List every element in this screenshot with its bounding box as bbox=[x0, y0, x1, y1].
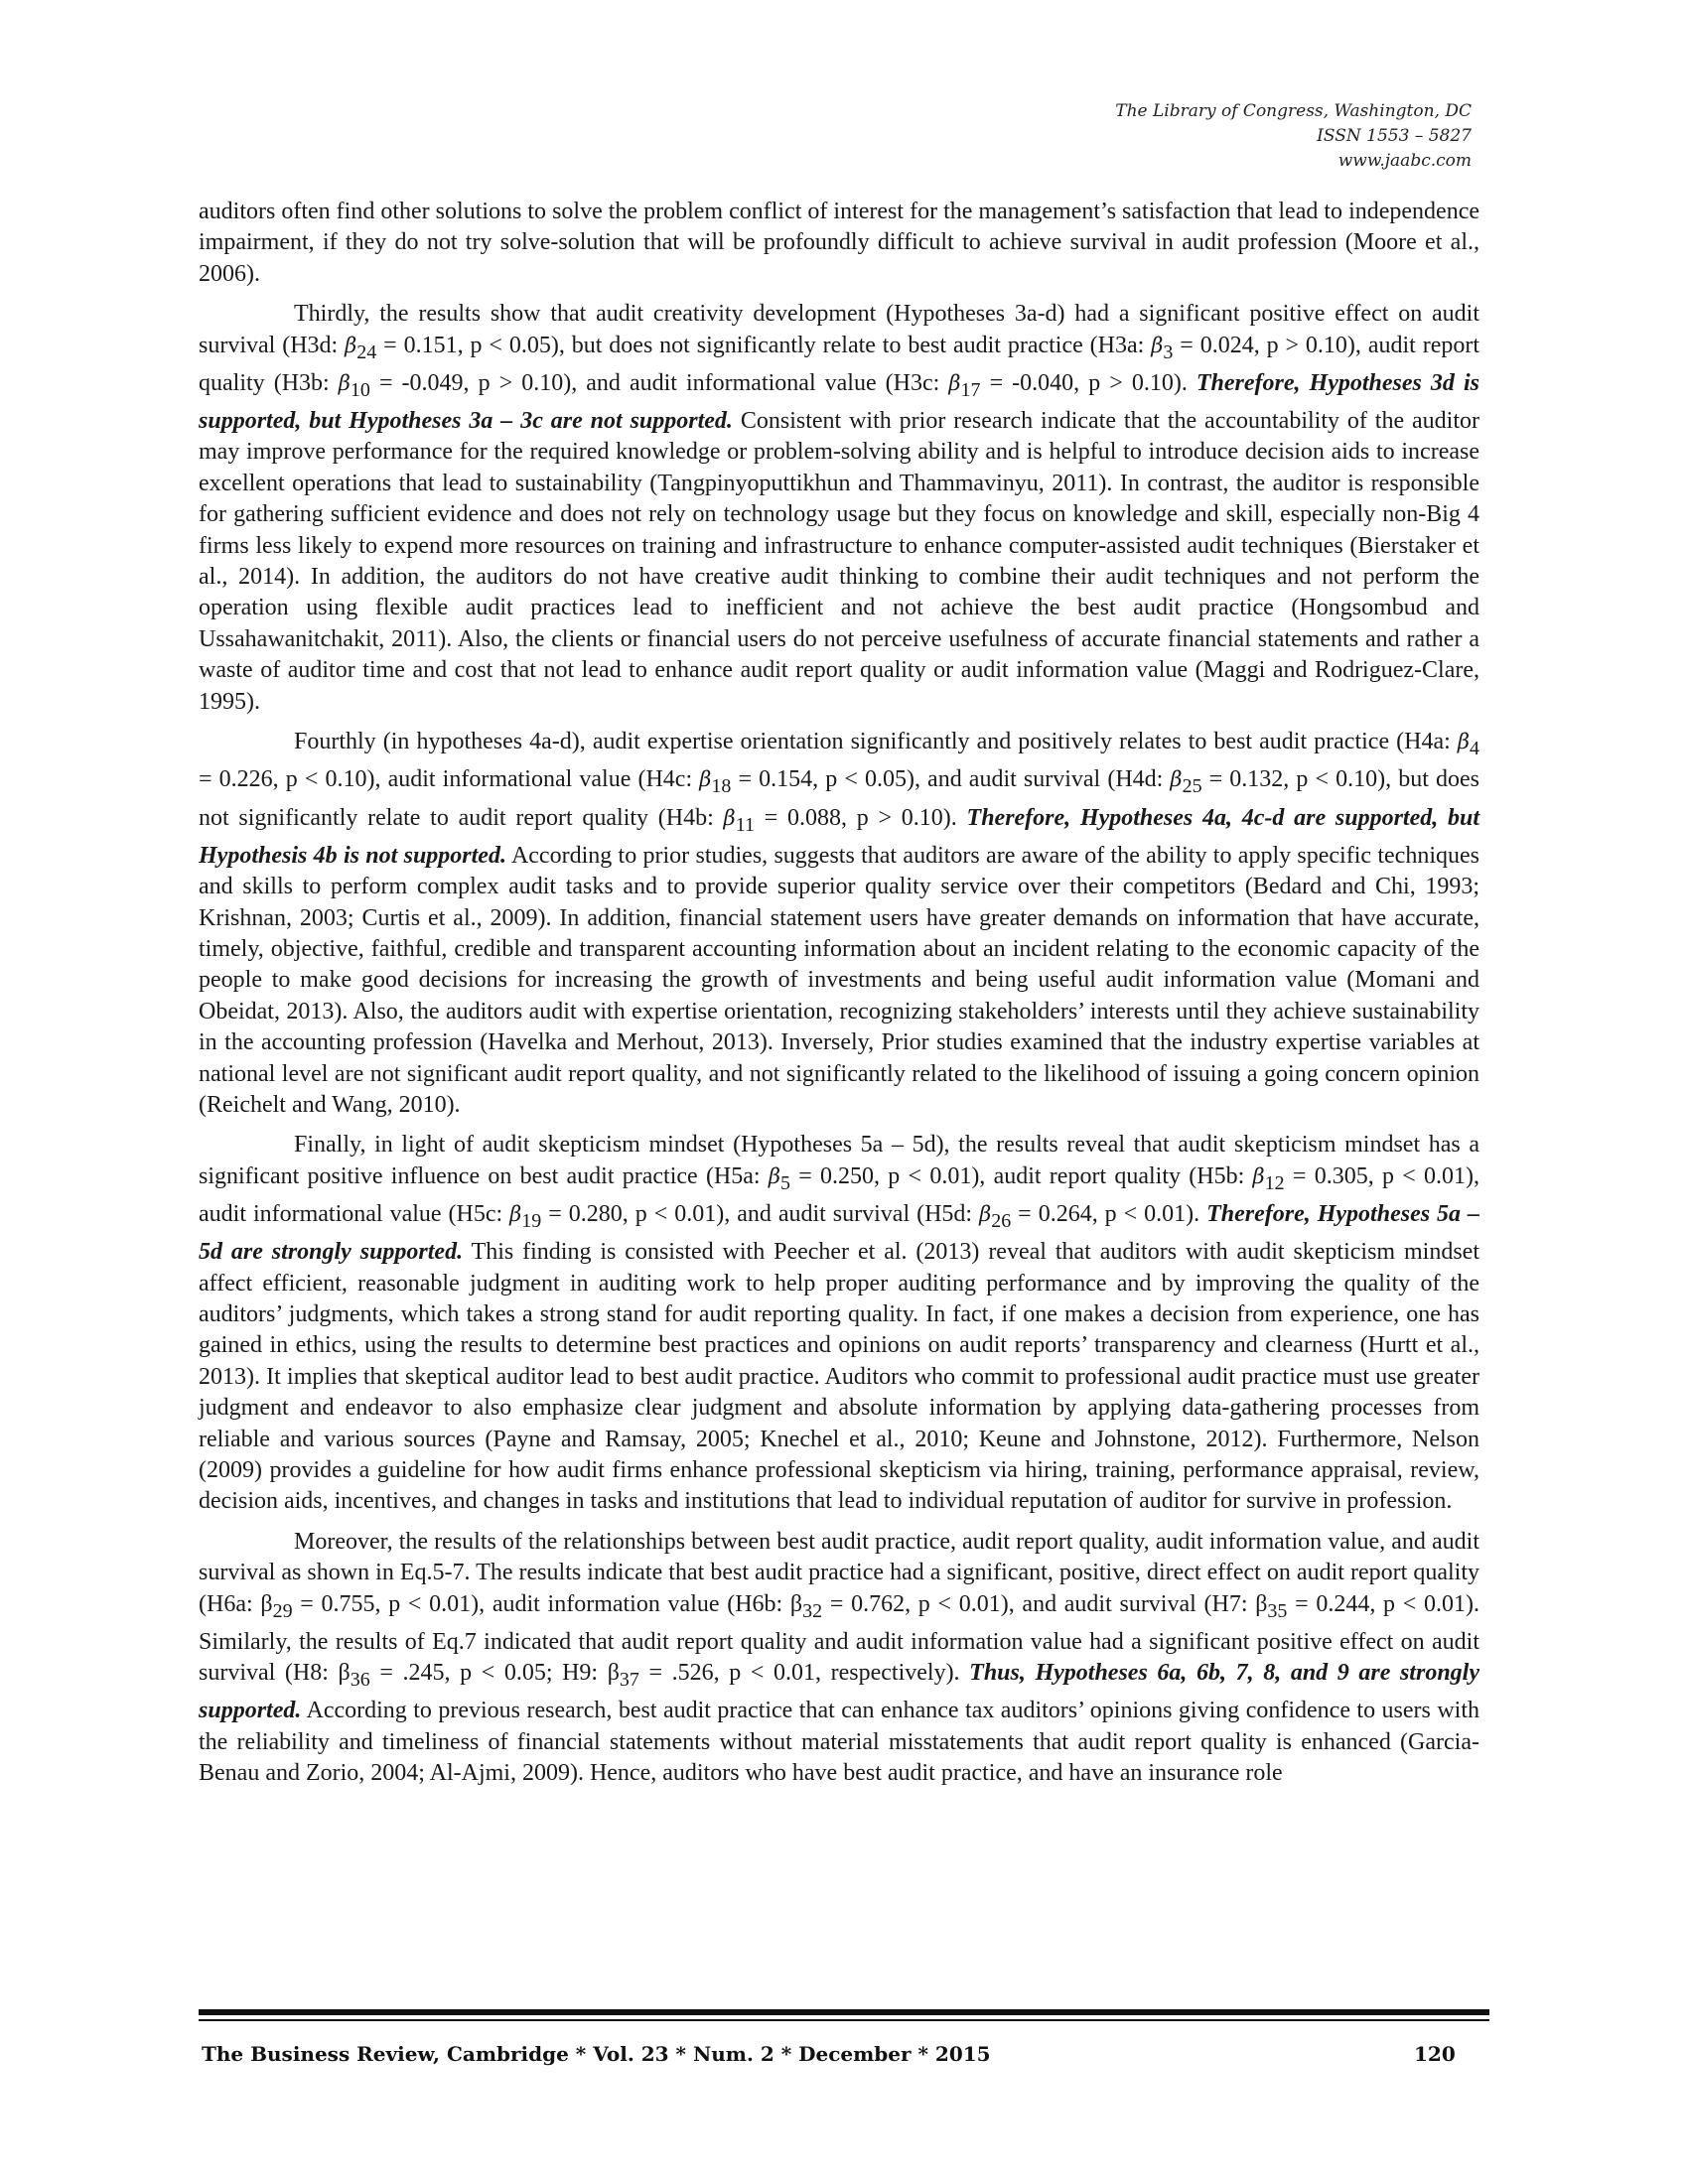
beta-subscript: 12 bbox=[1264, 1171, 1285, 1194]
beta-subscript: 24 bbox=[356, 341, 377, 363]
beta-subscript: 32 bbox=[802, 1599, 823, 1622]
hypothesis-conclusion: Therefore, Hypotheses 3d is supported, but Hypotheses 3a – 3c are not supported. bbox=[199, 369, 1479, 435]
text-run: = 0.154, p < 0.05), and audit survival (H4d: bbox=[731, 766, 1171, 793]
beta-subscript: 11 bbox=[735, 813, 755, 836]
beta-symbol: β bbox=[979, 1201, 992, 1226]
text-run: = .526, p < 0.01, respectively). bbox=[638, 1660, 970, 1687]
text-run: = -0.049, p > 0.10), and audit informational value (H3c: bbox=[369, 369, 949, 396]
text-run: Fourthly (in hypotheses 4a-d), audit expertise orientation significantly and positively relates to best audit practice (H4a: bbox=[294, 729, 1458, 755]
beta-subscript: 36 bbox=[350, 1669, 370, 1692]
footer-rule-thick bbox=[199, 2009, 1489, 2015]
page-number: 120 bbox=[1414, 2042, 1456, 2066]
text-run: = .245, p < 0.05; H9: β bbox=[369, 1660, 620, 1687]
beta-symbol: β bbox=[338, 370, 351, 395]
footer-rule-thin bbox=[199, 2019, 1489, 2021]
text-run: = 0.264, p < 0.01). bbox=[1011, 1200, 1207, 1227]
paragraph bbox=[199, 197, 1479, 290]
text-run: = 0.762, p < 0.01), and audit survival (H7: β bbox=[822, 1590, 1268, 1617]
paragraph bbox=[199, 1527, 1479, 1790]
beta-subscript: 26 bbox=[991, 1209, 1012, 1232]
beta-subscript: 18 bbox=[711, 775, 732, 798]
hypothesis-conclusion: Thus, Hypotheses 6a, 6b, 7, 8, and 9 are strongly supported. bbox=[199, 1660, 1479, 1724]
text-run: This finding is consisted with Peecher et al. (2013) reveal that auditors with audit skepticism mindset affect efficient, reasonable judgment in auditing work to help proper auditing performance and by improving the quality of the auditors’ judgments, which takes a strong stand for audit reporting quality. In fact, if one makes a decision from experience, one has gained in ethics, using the results to determine best practices and opinions on audit reports’ transparency and clearness (Hurtt et al., 2013). It implies that skeptical auditor lead to best audit practice. Auditors who commit to professional audit practice must use greater judgment and endeavor to also emphasize clear judgment and absolute information by applying data-gathering processes from reliable and various sources (Payne and Ramsay, 2005; Knechel et al., 2010; Keune and Johnstone, 2012). Furthermore, Nelson (2009) provides a guideline for how audit firms enhance professional skepticism via hiring, training, performance appraisal, review, decision aids, incentives, and changes in tasks and institutions that lead to individual reputation of auditor for survive in profession. bbox=[199, 1239, 1480, 1515]
beta-subscript: 29 bbox=[272, 1599, 293, 1622]
text-run: = 0.024, p > 0.10), audit report quality (H3b: bbox=[199, 332, 1480, 396]
beta-subscript: 3 bbox=[1163, 341, 1174, 363]
beta-symbol: β bbox=[1252, 1163, 1265, 1188]
text-run: = 0.305, p < 0.01), audit informational value (H5c: bbox=[199, 1162, 1479, 1227]
paragraph bbox=[199, 1130, 1479, 1517]
text-run: = 0.280, p < 0.01), and audit survival (H5d: bbox=[541, 1200, 980, 1227]
text-run: According to prior studies, suggests that auditors are aware of the ability to apply specific techniques and skills to perform complex audit tasks and to provide superior quality service over their competitors (Bedard and Chi, 1993; Krishnan, 2003; Curtis et al., 2009). In addition, financial statement users have greater demands on information that have accurate, timely, objective, faithful, credible and transparent accounting information about an incident relating to the economic capacity of the people to make good decisions for increasing the growth of investments and being useful audit information value (Momani and Obeidat, 2013). Also, the auditors audit with expertise orientation, recognizing stakeholders’ interests until they achieve sustainability in the accounting profession (Havelka and Merhout, 2013). Inversely, Prior studies examined that the industry expertise variables at national level are not significant audit report quality, and not significantly related to the likelihood of issuing a going concern opinion (Reichelt and Wang, 2010). bbox=[199, 842, 1479, 1118]
text-run: = 0.226, p < 0.10), audit informational value (H4c: bbox=[199, 766, 700, 793]
hypothesis-conclusion: Therefore, Hypotheses 5a – 5d are strongly supported. bbox=[199, 1200, 1480, 1266]
article-body bbox=[199, 197, 1479, 1799]
beta-subscript: 10 bbox=[350, 378, 370, 401]
beta-symbol: β bbox=[699, 767, 712, 792]
beta-symbol: β bbox=[723, 805, 736, 830]
beta-subscript: 25 bbox=[1182, 775, 1202, 798]
beta-symbol: β bbox=[509, 1201, 522, 1226]
beta-subscript: 17 bbox=[960, 378, 981, 401]
text-run: = 0.088, p > 0.10). bbox=[754, 804, 967, 831]
beta-symbol: β bbox=[768, 1163, 780, 1188]
beta-symbol: β bbox=[345, 333, 357, 357]
beta-symbol: β bbox=[1457, 730, 1470, 754]
beta-symbol: β bbox=[948, 370, 961, 395]
beta-symbol: β bbox=[1170, 767, 1183, 792]
text-run: = 0.132, p < 0.10), but does not significantly relate to audit report quality (H4b: bbox=[199, 766, 1480, 831]
text-run: Finally, in light of audit skepticism mindset (Hypotheses 5a – 5d), the results reveal that audit skepticism mindset has a significant positive influence on best audit practice (H5a: bbox=[199, 1132, 1479, 1189]
beta-subscript: 19 bbox=[521, 1209, 542, 1232]
header-library-line: The Library of Congress, Washington, DC bbox=[1115, 101, 1472, 121]
text-run: = 0.755, p < 0.01), audit information value (H6b: β bbox=[292, 1590, 803, 1617]
text-run: Consistent with prior research indicate that the accountability of the auditor may improve performance for the required knowledge or problem-solving ability and is helpful to introduce decision aids to increase excellent operations that lead to sustainability (Tangpinyoputtikhun and Thammavinyu, 2011). In contrast, the auditor is responsible for gathering sufficient evidence and does not rely on technology usage but they focus on knowledge and skill, especially non-Big 4 firms less likely to expend more resources on training and infrastructure to enhance computer-assisted audit techniques (Bierstaker et al., 2014). In addition, the auditors do not have creative audit thinking to combine their audit techniques and not perform the operation using flexible audit practices lead to inefficient and not achieve the best audit practice (Hongsombud and Ussahawanitchakit, 2011). Also, the clients or financial users do not perceive usefulness of accurate financial statements and rather a waste of auditor time and cost that not lead to enhance audit report quality or audit information value (Maggi and Rodriguez-Clare, 1995). bbox=[199, 408, 1479, 715]
beta-subscript: 4 bbox=[1470, 737, 1479, 759]
beta-symbol: β bbox=[1151, 333, 1164, 357]
beta-subscript: 5 bbox=[779, 1171, 790, 1194]
paragraph bbox=[199, 727, 1479, 1121]
text-run: auditors often find other solutions to solve the problem conflict of interest for the management’s satisfaction that lead to independence impairment, if they do not try solve-solution that will be profoundly difficult to achieve survival in audit profession (Moore et al., 2006). bbox=[199, 199, 1479, 287]
text-run: = -0.040, p > 0.10). bbox=[980, 369, 1196, 396]
text-run: = 0.250, p < 0.01), audit report quality (H5b: bbox=[789, 1162, 1253, 1189]
header-website-line: www.jaabc.com bbox=[1337, 151, 1472, 171]
text-run: Thirdly, the results show that audit creativity development (Hypotheses 3a-d) had a significant positive effect on audit survival (H3d: bbox=[199, 301, 1479, 358]
header-issn-line: ISSN 1553 – 5827 bbox=[1317, 126, 1472, 146]
beta-subscript: 35 bbox=[1267, 1599, 1288, 1622]
text-run: Moreover, the results of the relationships between best audit practice, audit report quality, audit information value, and audit survival as shown in Eq.5-7. The results indicate that best audit practice had a significant, positive, direct effect on audit report quality (H6a: β bbox=[199, 1528, 1479, 1617]
beta-subscript: 37 bbox=[619, 1669, 639, 1692]
text-run: = 0.244, p < 0.01). Similarly, the results of Eq.7 indicated that audit report quality and audit information value had a significant positive effect on audit survival (H8: β bbox=[199, 1590, 1479, 1687]
journal-header bbox=[1115, 99, 1472, 174]
paragraph bbox=[199, 299, 1479, 718]
footer-journal-citation: The Business Review, Cambridge * Vol. 23 * Num. 2 * December * 2015 bbox=[202, 2042, 991, 2066]
text-run: = 0.151, p < 0.05), but does not significantly relate to best audit practice (H3a: bbox=[376, 332, 1152, 358]
text-run: According to previous research, best audit practice that can enhance tax auditors’ opinions giving confidence to users with the reliability and timeliness of financial statements without material misstatements that audit report quality is enhanced (Garcia-Benau and Zorio, 2004; Al-Ajmi, 2009). Hence, auditors who have best audit practice, and have an insurance role bbox=[199, 1698, 1479, 1787]
hypothesis-conclusion: Therefore, Hypotheses 4a, 4c-d are supported, but Hypothesis 4b is not supported. bbox=[199, 804, 1479, 869]
